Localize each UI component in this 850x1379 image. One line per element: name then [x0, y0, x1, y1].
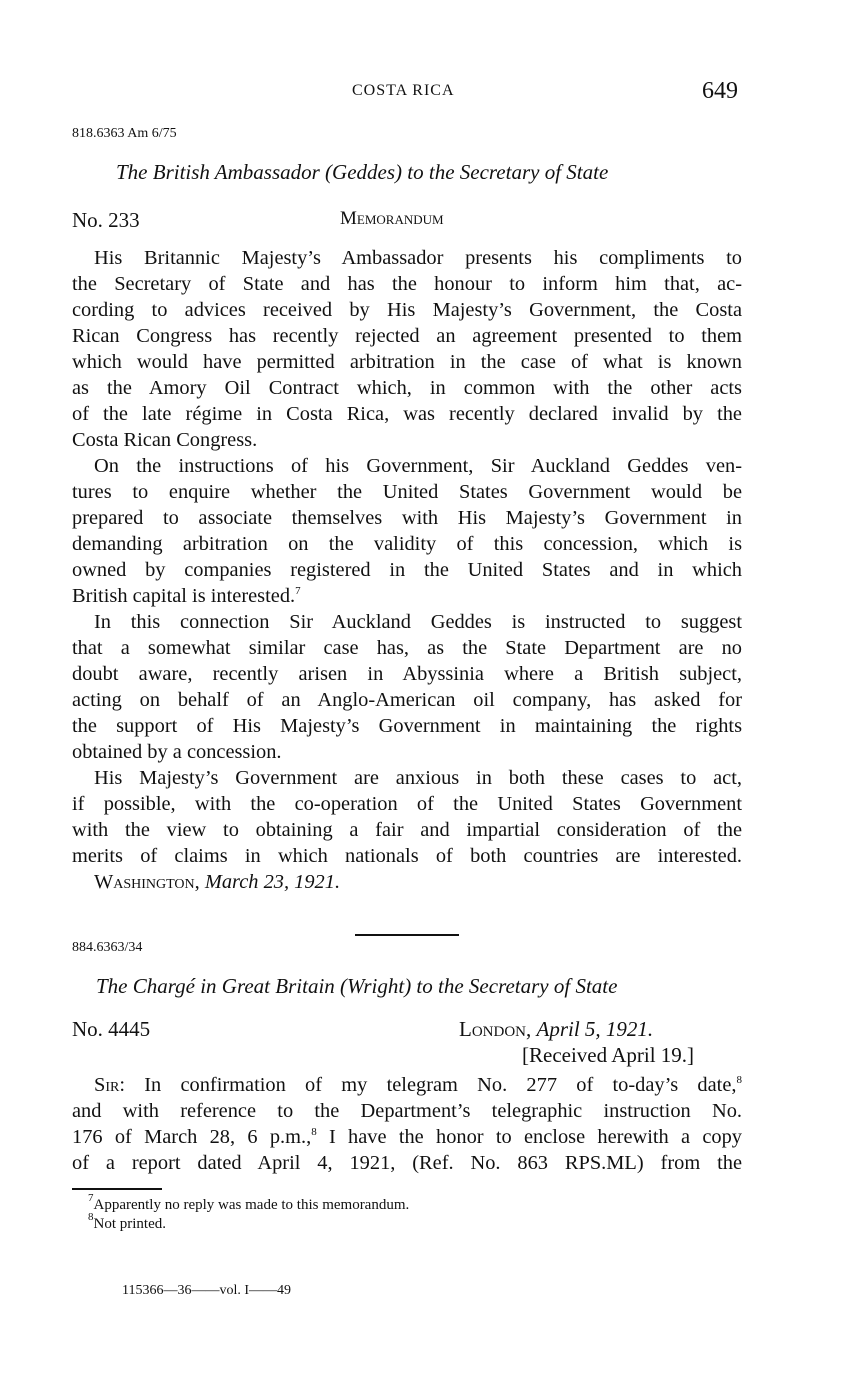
text-line: His Majesty’s Government are anxious in both these cases to act, — [94, 767, 742, 789]
text-line: with the view to obtaining a fair and impartial consideration of the — [72, 819, 742, 841]
footnote-marker: 8 — [736, 1074, 742, 1086]
place: Washington, — [94, 871, 200, 893]
text-line: In this connection Sir Auckland Geddes is instructed to suggest — [94, 611, 742, 633]
text-line: cording to advices received by His Majesty’s Government, the Costa — [72, 299, 742, 321]
text-line: that a somewhat similar case has, as the State Department are no — [72, 637, 742, 659]
file-reference: 884.6363/34 — [72, 940, 143, 955]
document-heading: The British Ambassador (Geddes) to the Secretary of State — [116, 160, 609, 184]
text-line: His Britannic Majesty’s Ambassador presents his compliments to — [94, 247, 742, 269]
date: April 5, 1921. — [536, 1017, 654, 1041]
text-line: demanding arbitration on the validity of this concession, which is — [72, 533, 742, 555]
document-number: No. 4445 — [72, 1017, 151, 1041]
text-line-content: I have the honor to enclose herewith a copy — [328, 1126, 742, 1148]
text-line: doubt aware, recently arisen in Abyssinia where a British subject, — [72, 663, 742, 685]
footnote — [88, 1192, 410, 1215]
text-line: the Secretary of State and has the honour to inform him that, ac- — [72, 273, 742, 295]
section-divider — [355, 934, 459, 936]
printer-line: 115366—36——vol. I——49 — [122, 1283, 292, 1298]
letter-body — [72, 1072, 742, 1176]
date: March 23, 1921. — [204, 871, 341, 893]
text-line: which would have permitted arbitration in the case of what is known — [72, 351, 742, 373]
footnote-text: Not printed. — [93, 1216, 166, 1232]
text-line-content: 176 of March 28, 6 p.m., — [72, 1126, 312, 1148]
text-line: of the late régime in Costa Rica, was recently declared invalid by the — [72, 403, 742, 425]
text-line: On the instructions of his Government, Sir Auckland Geddes ven- — [94, 455, 742, 477]
text-line: obtained by a concession. — [72, 741, 282, 763]
page-number: 649 — [702, 78, 738, 104]
footnote — [88, 1211, 409, 1234]
text-line: and with reference to the Department’s telegraphic instruction No. — [72, 1100, 742, 1122]
text-line: Costa Rican Congress. — [72, 429, 258, 451]
place: London, — [459, 1017, 532, 1041]
salutation: Sir: — [94, 1074, 126, 1096]
text-line — [72, 583, 742, 609]
text-line: if possible, with the co-operation of the United States Government — [72, 793, 742, 815]
text-line-content: British capital is interested. — [72, 585, 296, 607]
text-line: acting on behalf of an Anglo-American oil company, has asked for — [72, 689, 742, 711]
text-line-content: In confirmation of my telegram No. 277 of to-day’s date, — [144, 1074, 737, 1096]
footnote-marker: 8 — [311, 1126, 317, 1138]
received-note: [Received April 19.] — [522, 1043, 695, 1067]
text-line: merits of claims in which nationals of both countries are interested. — [72, 845, 742, 867]
footnote-text: Apparently no reply was made to this memorandum. — [93, 1197, 410, 1213]
document-number: No. 233 — [72, 208, 140, 232]
footnote-marker: 8 — [88, 1211, 94, 1223]
footnote-rule — [72, 1188, 162, 1190]
text-line — [72, 1124, 742, 1150]
text-line: the support of His Majesty’s Government in maintaining the rights — [72, 715, 742, 737]
text-line: of a report dated April 4, 1921, (Ref. No. 863 RPS.ML) from the — [72, 1152, 742, 1174]
footnote-marker: 7 — [295, 585, 301, 597]
text-line: as the Amory Oil Contract which, in common with the other acts — [72, 377, 742, 399]
file-reference: 818.6363 Am 6/75 — [72, 126, 177, 141]
text-line: prepared to associate themselves with His Majesty’s Government in — [72, 507, 742, 529]
running-title: COSTA RICA — [352, 82, 455, 99]
text-line: owned by companies registered in the United States and in which — [72, 559, 742, 581]
text-line: Rican Congress has recently rejected an agreement presented to them — [72, 325, 742, 347]
signature-line — [72, 869, 742, 895]
footnote-marker: 7 — [88, 1192, 94, 1204]
document-type: Memorandum — [340, 208, 444, 229]
footnotes — [88, 1192, 410, 1234]
dateline — [459, 1017, 653, 1042]
text-line — [72, 1072, 742, 1098]
memorandum-body — [72, 245, 742, 895]
text-line: tures to enquire whether the United States Government would be — [72, 481, 742, 503]
document-heading: The Chargé in Great Britain (Wright) to the Secretary of State — [96, 974, 618, 998]
